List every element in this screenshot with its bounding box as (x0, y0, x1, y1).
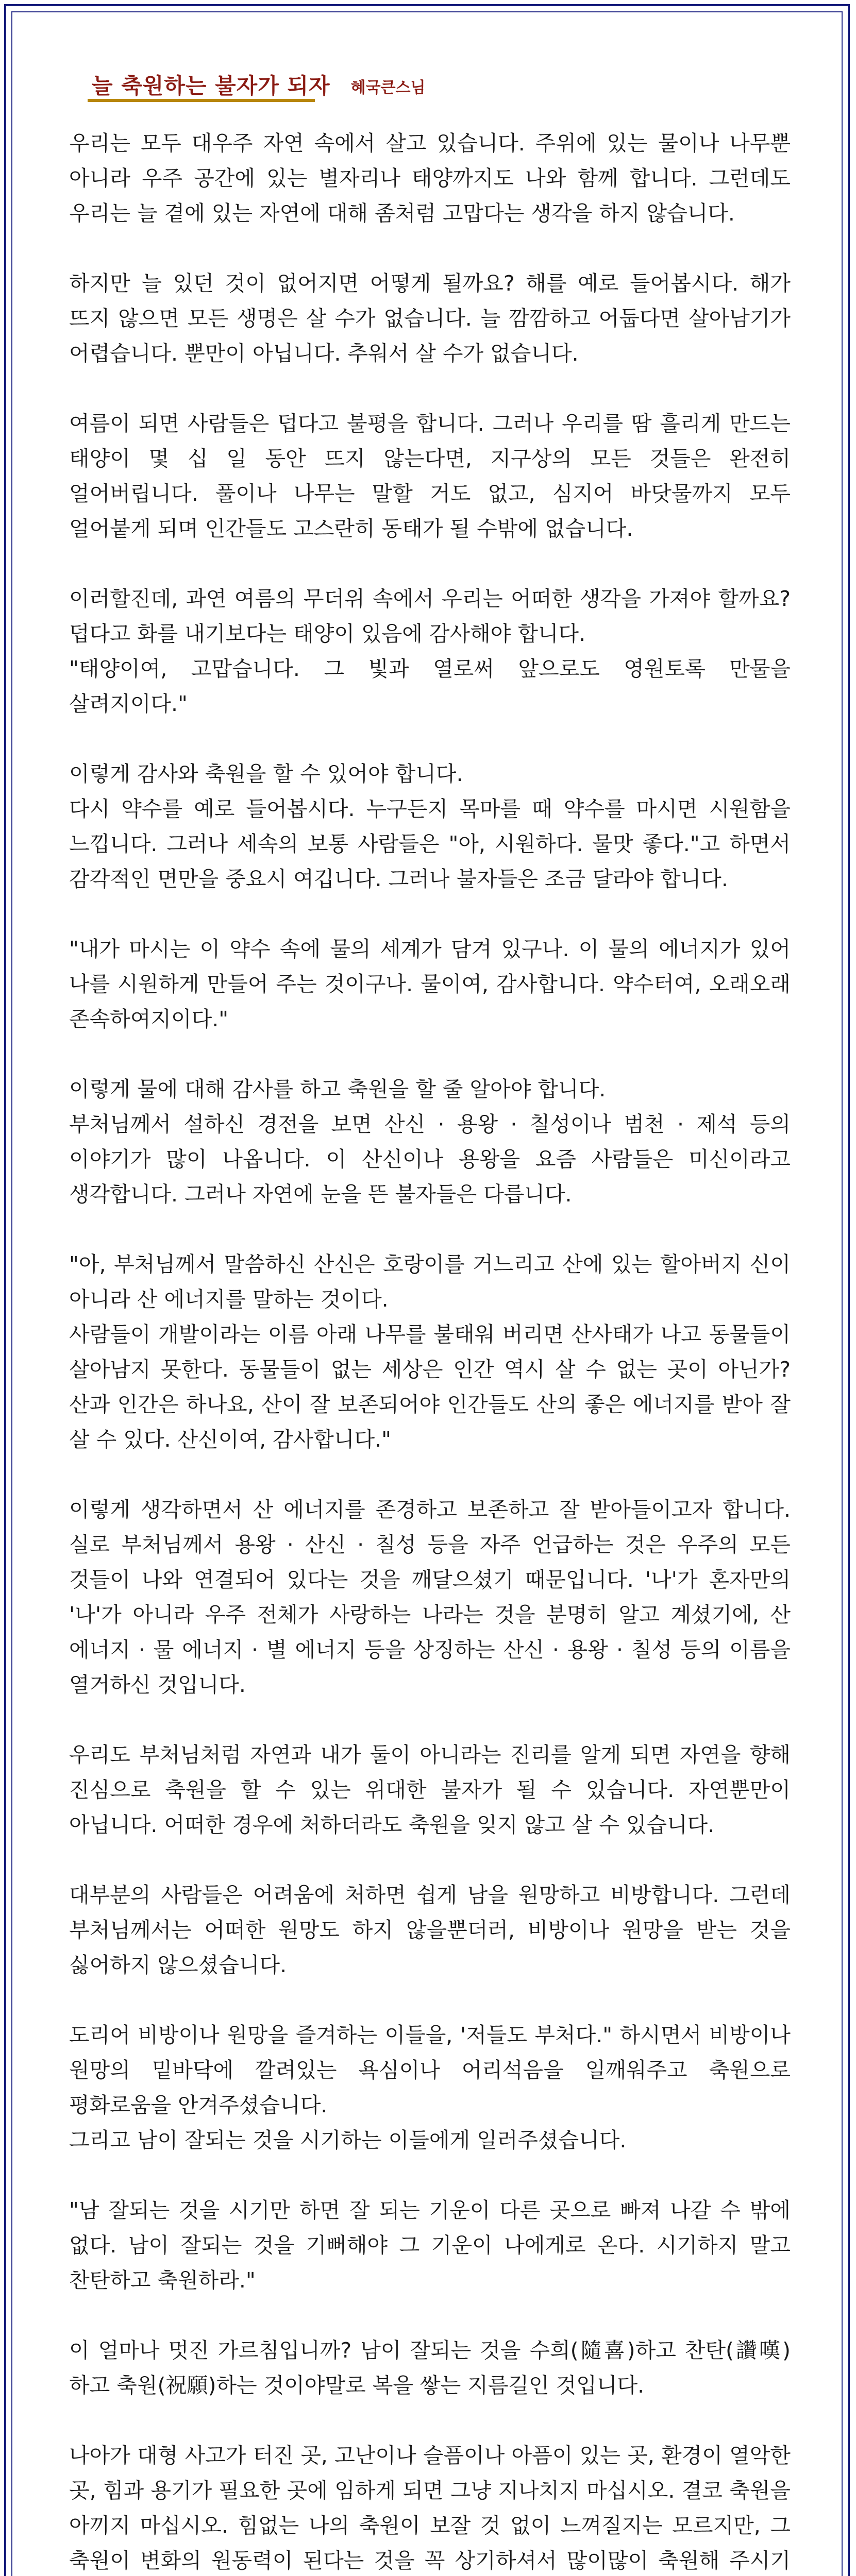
paragraph-quote: "태양이여, 고맙습니다. 그 빛과 열로써 앞으로도 영원토록 만물을 살려지이다." (69, 656, 791, 716)
paragraph (69, 1072, 791, 1212)
paragraph (69, 1737, 791, 1842)
title-underline (88, 99, 315, 102)
paragraph-text: 이렇게 감사와 축원을 할 수 있어야 합니다. (69, 761, 463, 786)
paragraph-quote: "남 잘되는 것을 시기만 하면 잘 되는 기운이 다른 곳으로 빠져 나갈 수 밖에 없다. 남이 잘되는 것을 기뻐해야 그 기운이 나에게로 온다. 시기하지 말고 찬탄하고 축원하라." (69, 2198, 791, 2293)
page-title: 늘 축원하는 불자가 되자 (92, 73, 330, 98)
paragraph (69, 2333, 791, 2403)
paragraph (69, 266, 791, 371)
paragraph-text: 대부분의 사람들은 어려움에 처하면 쉽게 남을 원망하고 비방합니다. 그런데 부처님께서는 어떠한 원망도 하지 않을뿐더러, 비방이나 원망을 받는 것을 싫어하지 않으셨습니다. (69, 1883, 791, 1977)
paragraph (69, 2193, 791, 2298)
article-body (69, 126, 791, 2576)
paragraph-quote: 사람들이 개발이라는 이름 아래 나무를 불태워 버리면 산사태가 나고 동물들이 살아남지 못한다. 동물들이 없는 세상은 인간 역시 살 수 없는 곳이 아닌가? 산과 인간은 하나요, 산이 잘 보존되어야 인간들도 산의 좋은 에너지를 받아 잘 살 수 있다. 산신이여, 감사합니다." (69, 1322, 791, 1452)
paragraph-text: 우리는 모두 대우주 자연 속에서 살고 있습니다. 주위에 있는 물이나 나무뿐 아니라 우주 공간에 있는 별자리나 태양까지도 나와 함께 합니다. 그런데도 우리는 늘 곁에 있는 자연에 대해 좀처럼 고맙다는 생각을 하지 않습니다. (69, 131, 791, 226)
paragraph-text: 이렇게 물에 대해 감사를 하고 축원을 할 줄 알아야 합니다. (69, 1077, 606, 1101)
title-block (92, 61, 426, 97)
paragraph-text: 도리어 비방이나 원망을 즐겨하는 이들을, '저들도 부처다." 하시면서 비방이나 원망의 밑바닥에 깔려있는 욕심이나 어리석음을 일깨워주고 축원으로 평화로움을 안겨주셨습니다. (69, 2023, 791, 2117)
paragraph (69, 2438, 791, 2576)
paragraph-text: 이러할진데, 과연 여름의 무더위 속에서 우리는 어떠한 생각을 가져야 할까요? 덥다고 화를 내기보다는 태양이 있음에 감사해야 합니다. (69, 586, 791, 646)
paragraph-text: 부처님께서 설하신 경전을 보면 산신 · 용왕 · 칠성이나 범천 · 제석 등의 이야기가 많이 나옵니다. 이 산신이나 용왕을 요즘 사람들은 미신이라고 생각합니다. 그러나 자연에 눈을 뜬 불자들은 다릅니다. (69, 1112, 791, 1207)
paragraph (69, 126, 791, 231)
paragraph (69, 756, 791, 896)
paragraph (69, 406, 791, 546)
paragraph (69, 1492, 791, 1702)
paragraph-text: 나아가 대형 사고가 터진 곳, 고난이나 슬픔이나 아픔이 있는 곳, 환경이 열악한 곳, 힘과 용기가 필요한 곳에 임하게 되면 그냥 지나치지 마십시오. 결코 축원을 아끼지 마십시오. 힘없는 나의 축원이 보잘 것 없이 느껴질지는 모르지만, 그 축원이 변화의 원동력이 된다는 것을 꼭 상기하셔서 많이많이 축원해 주시기 (69, 2443, 791, 2573)
paragraph-text: 하지만 늘 있던 것이 없어지면 어떻게 될까요? 해를 예로 들어봅시다. 해가 뜨지 않으면 모든 생명은 살 수가 없습니다. 늘 깜깜하고 어둡다면 살아남기가 어렵습니다. 뿐만이 아닙니다. 추워서 살 수가 없습니다. (69, 271, 791, 366)
paragraph-text: 이렇게 생각하면서 산 에너지를 존경하고 보존하고 잘 받아들이고자 합니다. 실로 부처님께서 용왕 · 산신 · 칠성 등을 자주 언급하는 것은 우주의 모든 것들이 나와 연결되어 있다는 것을 깨달으셨기 때문입니다. '나'가 혼자만의 '나'가 아니라 우주 전체가 사랑하는 나라는 것을 분명히 알고 계셨기에, 산 에너지 · 물 에너지 · 별 에너지 등을 상징하는 산신 · 용왕 · 칠성 등의 이름을 열거하신 것입니다. (69, 1497, 791, 1697)
paragraph-text: 이 얼마나 멋진 가르침입니까? 남이 잘되는 것을 수희(隨喜)하고 찬탄(讚嘆)하고 축원(祝願)하는 것이야말로 복을 쌓는 지름길인 것입니다. (69, 2338, 791, 2398)
paragraph-text: 여름이 되면 사람들은 덥다고 불평을 합니다. 그러나 우리를 땀 흘리게 만드는 태양이 몇 십 일 동안 뜨지 않는다면, 지구상의 모든 것들은 완전히 얼어버립니다. 풀이나 나무는 말할 거도 없고, 심지어 바닷물까지 모두 얼어붙게 되며 인간들도 고스란히 동태가 될 수밖에 없습니다. (69, 411, 791, 541)
paragraph-text: 다시 약수를 예로 들어봅시다. 누구든지 목마를 때 약수를 마시면 시원함을 느낍니다. 그러나 세속의 보통 사람들은 "아, 시원하다. 물맛 좋다."고 하면서 감각적인 면만을 중요시 여깁니다. 그러나 불자들은 조금 달라야 합니다. (69, 796, 791, 891)
paragraph (69, 2018, 791, 2158)
paragraph (69, 1247, 791, 1457)
paragraph-text: 우리도 부처님처럼 자연과 내가 둘이 아니라는 진리를 알게 되면 자연을 향해 진심으로 축원을 할 수 있는 위대한 불자가 될 수 있습니다. 자연뿐만이 아닙니다. 어떠한 경우에 처하더라도 축원을 잊지 않고 살 수 있습니다. (69, 1742, 791, 1837)
paragraph (69, 931, 791, 1037)
paragraph-text: 그리고 남이 잘되는 것을 시기하는 이들에게 일러주셨습니다. (69, 2128, 627, 2153)
paragraph-quote: "아, 부처님께서 말씀하신 산신은 호랑이를 거느리고 산에 있는 할아버지 신이 아니라 산 에너지를 말하는 것이다. (69, 1252, 791, 1312)
paragraph-quote: "내가 마시는 이 약수 속에 물의 세계가 담겨 있구나. 이 물의 에너지가 있어 나를 시원하게 만들어 주는 것이구나. 물이여, 감사합니다. 약수터여, 오래오래 존속하여지이다." (69, 937, 791, 1031)
paragraph (69, 1877, 791, 1982)
paragraph (69, 581, 791, 721)
author-name: 혜국큰스님 (350, 79, 426, 97)
